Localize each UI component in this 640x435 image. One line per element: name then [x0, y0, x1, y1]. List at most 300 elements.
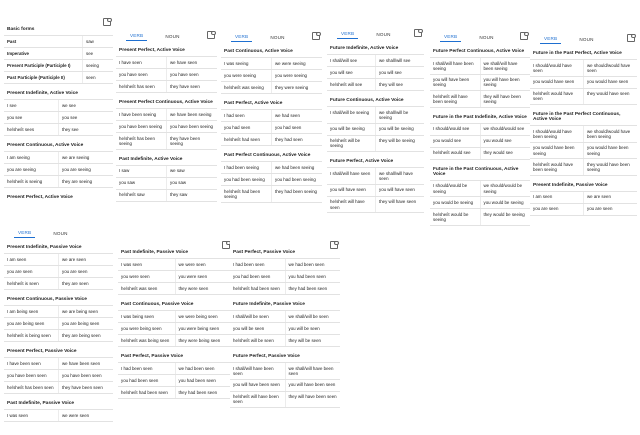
form-right: you would have been seeing — [583, 143, 637, 159]
table-row — [221, 109, 322, 121]
form-left: he/she/it has been seeing — [119, 135, 155, 146]
form-right: you had been seen — [175, 375, 233, 386]
form-right: we shall/will see — [375, 55, 424, 66]
conjugation-section — [116, 95, 217, 150]
table-row — [116, 108, 217, 120]
tab-verb[interactable]: VERB — [14, 230, 35, 238]
table-row — [430, 196, 530, 208]
table-row — [230, 270, 340, 282]
section-title: Past Perfect, Active Voice — [224, 101, 283, 106]
tab-bar — [116, 27, 217, 41]
table-row — [221, 81, 322, 94]
table-row — [230, 322, 340, 334]
form-right: we shall/will be seen — [285, 311, 341, 322]
form-right: they had seen — [271, 134, 322, 145]
tab-verb[interactable]: VERB — [540, 36, 561, 44]
form-right: they are being seen — [58, 330, 113, 341]
form-left: you were being seen — [121, 325, 162, 331]
section-title: Future Perfect, Active Voice — [330, 159, 394, 165]
form-left: I am being seen — [7, 308, 39, 314]
form-right: you have been seeing — [166, 121, 217, 132]
panel-1 — [4, 14, 113, 210]
section-title: Future Perfect, Passive Voice — [233, 354, 300, 359]
form-left: Past Participle (Participle II) — [7, 74, 65, 80]
section-title: Past Perfect, Passive Voice — [121, 354, 184, 359]
form-right: they would see — [480, 148, 531, 159]
form-left: he/she/it will have seen — [330, 199, 365, 210]
pin-icon[interactable] — [207, 31, 215, 39]
section-title: Present Indefinite, Passive Voice — [533, 182, 608, 188]
form-right: see — [82, 48, 113, 59]
form-right: they would be seeing — [480, 209, 531, 225]
form-left: he/she/it will be seeing — [330, 138, 361, 149]
section-title: Past Continuous, Active Voice — [224, 49, 293, 54]
form-left: you were seeing — [224, 72, 256, 78]
form-right: they will have been seeing — [480, 91, 531, 107]
conjugation-section — [4, 396, 113, 422]
form-right: they have seen — [166, 81, 217, 92]
form-left: he/she/it will have been seeing — [433, 93, 468, 104]
conjugation-section — [230, 349, 340, 408]
form-left: he/she/it is seen — [7, 280, 39, 286]
table-row — [4, 163, 113, 175]
conjugation-section — [430, 162, 530, 226]
table-row — [4, 265, 113, 277]
table-row — [530, 125, 637, 142]
form-left: he/she/it will be seen — [233, 337, 274, 343]
table-row — [116, 177, 217, 189]
tab-bar — [430, 28, 530, 42]
form-right: we should/would have been seeing — [583, 126, 637, 142]
form-left: you had seen — [224, 124, 251, 130]
form-right: you saw — [166, 178, 217, 189]
section-title: Past Indefinite, Passive Voice — [7, 401, 75, 406]
form-left: he/she/it had seen — [224, 136, 260, 142]
table-row — [4, 175, 113, 188]
table-row — [430, 208, 530, 226]
form-left: you had been seeing — [224, 176, 265, 182]
panel-4 — [327, 25, 424, 215]
form-left: Past — [7, 38, 17, 44]
conjugation-section — [4, 344, 113, 394]
form-left: I shall/will have been seen — [233, 365, 274, 376]
section-title: Present Indefinite, Active Voice — [7, 91, 78, 96]
form-left: you will be seen — [233, 325, 265, 331]
pin-icon[interactable] — [414, 29, 422, 37]
form-right: we see — [58, 100, 113, 111]
table-row — [118, 322, 232, 334]
conjugation-section — [530, 178, 637, 216]
section-title: Future in the Past Continuous, Active Voice — [433, 166, 519, 177]
tab-noun[interactable]: NOUN — [165, 34, 180, 39]
table-row — [230, 334, 340, 347]
form-right: we have been seen — [58, 358, 113, 369]
section-title: Present Continuous, Active Voice — [7, 143, 84, 148]
section-title: Present Perfect, Active Voice — [119, 48, 185, 53]
table-row — [4, 71, 113, 84]
table-row — [116, 56, 217, 68]
form-right: we saw — [166, 166, 217, 177]
pin-icon[interactable] — [103, 18, 111, 26]
section-title: Future Continuous, Active Voice — [330, 98, 404, 103]
table-row — [116, 80, 217, 93]
table-row — [230, 391, 340, 409]
table-row — [530, 59, 637, 76]
form-right: they will see — [375, 79, 424, 90]
conjugation-section — [118, 297, 232, 347]
form-left: I was being seen — [121, 313, 154, 319]
pin-icon[interactable] — [312, 32, 320, 40]
form-right: you have been seen — [58, 370, 113, 381]
panel-6 — [530, 30, 637, 215]
section-title: Basic forms — [7, 27, 35, 32]
form-right: you are seeing — [58, 164, 113, 175]
table-row — [327, 54, 424, 66]
form-right: you were seen — [175, 271, 233, 282]
tab-noun[interactable]: NOUN — [376, 32, 391, 37]
panel-2 — [116, 27, 217, 215]
form-left: you have been seen — [7, 372, 47, 378]
conjugation-section — [116, 152, 217, 202]
table-row — [327, 184, 424, 196]
form-left: you will be seeing — [330, 126, 365, 132]
conjugation-section — [116, 43, 217, 93]
tab-noun[interactable]: NOUN — [579, 37, 594, 42]
table-row — [4, 151, 113, 163]
form-right: you will have seen — [375, 185, 424, 196]
panel-header — [4, 14, 113, 20]
form-right: you are seen — [58, 266, 113, 277]
form-left: I should/would have been seeing — [533, 128, 572, 139]
form-right: we should/would be seeing — [480, 181, 531, 197]
form-right: they had been seen — [175, 387, 233, 398]
form-right: they have been seeing — [166, 133, 217, 149]
table-row — [4, 253, 113, 265]
form-right: you have seen — [166, 69, 217, 80]
table-row — [430, 57, 530, 74]
table-row — [430, 135, 530, 147]
panel-header — [230, 237, 340, 243]
table-row — [327, 135, 424, 153]
conjugation-section — [118, 245, 232, 295]
table-row — [118, 310, 232, 322]
table-row — [4, 357, 113, 369]
form-left: he/she/it is seeing — [7, 178, 43, 184]
table-row — [430, 90, 530, 108]
tab-verb[interactable]: VERB — [337, 31, 358, 39]
form-left: he/she/it would be seeing — [433, 211, 469, 223]
form-left: I was seeing — [224, 60, 249, 66]
form-left: you are being seen — [7, 320, 45, 326]
form-left: you would be seeing — [433, 199, 474, 205]
form-left: I was seen — [121, 261, 142, 267]
section-title: Present Perfect, Active Voice — [7, 195, 73, 200]
form-right: you are seen — [583, 204, 637, 215]
form-left: you will have seen — [330, 187, 366, 193]
table-row — [230, 379, 340, 391]
conjugation-section — [4, 22, 113, 84]
form-left: I see — [7, 102, 17, 108]
form-left: I am seen — [7, 256, 27, 262]
form-right: they would have been seeing — [583, 159, 637, 175]
section-title: Present Continuous, Passive Voice — [7, 297, 87, 302]
form-left: he/she/it will see — [330, 81, 363, 87]
form-right: they see — [58, 124, 113, 135]
form-right: we shall/will have been seen — [285, 363, 341, 379]
tab-bar — [221, 28, 322, 42]
form-right: we were seen — [175, 259, 233, 270]
form-right: we were seen — [58, 410, 113, 421]
form-right: they are seen — [58, 278, 113, 289]
form-left: you will see — [330, 69, 353, 75]
form-left: I should/would see — [433, 126, 470, 132]
form-left: he/she/it would have seen — [533, 91, 574, 102]
conjugation-section — [327, 154, 424, 213]
table-row — [4, 305, 113, 317]
form-right: they saw — [166, 190, 217, 201]
table-row — [118, 258, 232, 270]
form-left: Imperative — [7, 50, 29, 56]
form-right: we are seen — [583, 192, 637, 203]
tab-verb[interactable]: VERB — [231, 34, 252, 42]
form-left: you would have seen — [533, 79, 575, 85]
section-title: Past Indefinite, Passive Voice — [121, 250, 189, 255]
form-left: I shall/will be seeing — [330, 109, 370, 115]
conjugation-section — [430, 44, 530, 108]
conjugation-section — [4, 190, 113, 203]
table-row — [4, 123, 113, 136]
table-row — [230, 258, 340, 270]
table-row — [4, 59, 113, 71]
table-row — [118, 386, 232, 399]
pin-icon[interactable] — [222, 241, 230, 249]
table-row — [327, 66, 424, 78]
form-right: you would have seen — [583, 77, 637, 88]
form-left: I shall/will have seen — [330, 170, 371, 176]
form-right: you are being seen — [58, 318, 113, 329]
form-left: he/she/it had been seen — [233, 285, 280, 291]
table-row — [530, 142, 637, 159]
form-left: I should/would have seen — [533, 62, 572, 73]
form-left: I shall/will have been seeing — [433, 60, 474, 71]
conjugation-section — [221, 44, 322, 94]
pin-icon[interactable] — [627, 34, 635, 42]
form-right: we shall/will be seeing — [375, 107, 424, 123]
form-right: they have been seen — [58, 382, 113, 393]
form-right: you had been seen — [285, 271, 341, 282]
tab-verb[interactable]: VERB — [126, 33, 147, 41]
form-left: you were seen — [121, 273, 150, 279]
form-right: we are seen — [58, 254, 113, 265]
form-right: they will have been seen — [285, 392, 341, 408]
form-right: we are seeing — [58, 152, 113, 163]
conjugation-section — [327, 93, 424, 152]
conjugation-section — [430, 110, 530, 160]
conjugation-section — [530, 107, 637, 176]
tab-noun[interactable]: NOUN — [479, 35, 494, 40]
form-left: I should/would be seeing — [433, 183, 468, 194]
form-right: they were being seen — [175, 335, 233, 346]
form-right: we have seen — [166, 57, 217, 68]
section-title: Past Indefinite, Active Voice — [119, 156, 183, 162]
form-left: Present Participle (Participle I) — [7, 62, 71, 68]
form-right: you will be seeing — [375, 124, 424, 135]
table-row — [327, 123, 424, 135]
form-left: he/she/it saw — [119, 192, 145, 198]
form-right: you were being seen — [175, 323, 233, 334]
table-row — [4, 99, 113, 111]
section-title: Future Indefinite, Passive Voice — [233, 302, 305, 307]
form-left: I am seeing — [7, 154, 30, 160]
form-left: I shall/will see — [330, 57, 358, 63]
form-right: you would see — [480, 136, 531, 147]
table-row — [116, 120, 217, 132]
form-left: you would have been seeing — [533, 145, 575, 156]
section-title: Future in the Past Perfect, Active Voice — [533, 51, 622, 56]
table-row — [221, 173, 322, 185]
table-row — [230, 362, 340, 379]
form-left: I shall/will be seen — [233, 313, 269, 319]
table-row — [230, 282, 340, 295]
conjugation-section — [4, 240, 113, 290]
table-row — [4, 329, 113, 342]
table-row — [4, 409, 113, 422]
table-row — [221, 133, 322, 146]
form-left: I had been seen — [121, 365, 153, 371]
form-right: we shall/will have been seeing — [480, 58, 531, 74]
table-row — [221, 185, 322, 203]
table-row — [118, 362, 232, 374]
pin-icon[interactable] — [330, 241, 338, 249]
form-right: we have been seeing — [166, 109, 217, 120]
form-left: you saw — [119, 180, 136, 186]
table-row — [221, 57, 322, 69]
table-row — [4, 35, 113, 47]
form-left: you had been seen — [233, 273, 271, 279]
table-row — [230, 310, 340, 322]
table-row — [530, 191, 637, 203]
table-row — [430, 180, 530, 197]
section-title: Present Perfect Continuous, Active Voice — [119, 100, 213, 105]
table-row — [116, 68, 217, 80]
form-right: they are seeing — [58, 176, 113, 187]
conjugation-section — [230, 297, 340, 347]
form-right: we had seen — [271, 110, 322, 121]
table-row — [118, 270, 232, 282]
form-left: I am seen — [533, 194, 553, 200]
table-row — [118, 282, 232, 295]
panel-5 — [430, 28, 530, 223]
form-left: he/she/it was seen — [121, 285, 158, 291]
form-left: you will have been seen — [233, 382, 280, 388]
table-row — [221, 121, 322, 133]
pin-icon[interactable] — [520, 32, 528, 40]
tab-bar — [4, 224, 113, 238]
conjugation-section — [4, 86, 113, 136]
conjugation-section — [530, 46, 637, 105]
table-row — [4, 369, 113, 381]
panel-3 — [221, 28, 322, 213]
form-left: you are seen — [533, 206, 559, 212]
panel-7 — [4, 224, 113, 432]
form-right: seeing — [82, 60, 113, 71]
form-right: they will be seen — [285, 335, 341, 346]
table-row — [430, 147, 530, 160]
form-left: he/she/it was being seen — [121, 337, 170, 343]
table-row — [327, 167, 424, 184]
panel-9 — [230, 237, 340, 427]
panel-8 — [118, 237, 232, 415]
form-right: you will have been seen — [285, 380, 341, 391]
tab-noun[interactable]: NOUN — [270, 35, 285, 40]
tab-verb[interactable]: VERB — [440, 34, 461, 42]
table-row — [327, 106, 424, 123]
form-left: you have seen — [119, 71, 148, 77]
form-left: you have been seeing — [119, 123, 162, 129]
table-row — [4, 317, 113, 329]
form-right: we had been seen — [285, 259, 341, 270]
section-title: Present Indefinite, Passive Voice — [7, 245, 82, 250]
table-row — [4, 277, 113, 290]
form-left: he/she/it had been seeing — [224, 188, 261, 199]
table-row — [530, 76, 637, 88]
form-right: we should/would have seen — [583, 60, 637, 76]
form-right: they will have seen — [375, 197, 424, 213]
conjugation-section — [4, 138, 113, 188]
form-left: I have seen — [119, 59, 142, 65]
form-left: he/she/it will have been seen — [233, 394, 279, 405]
section-title: Future Perfect Continuous, Active Voice — [433, 49, 525, 54]
table-row — [221, 161, 322, 173]
form-left: he/she/it had been seen — [121, 389, 168, 395]
form-right: we were seeing — [271, 58, 322, 69]
form-left: I had been seen — [233, 261, 265, 267]
section-title: Present Perfect, Passive Voice — [7, 349, 77, 354]
table-row — [118, 334, 232, 347]
form-right: we are being seen — [58, 306, 113, 317]
table-row — [430, 74, 530, 91]
form-left: he/she/it would see — [433, 150, 471, 156]
form-right: you will have been seeing — [480, 75, 531, 91]
tab-noun[interactable]: NOUN — [53, 231, 68, 236]
section-title: Future Indefinite, Active Voice — [330, 46, 399, 51]
form-right: saw — [82, 36, 113, 47]
form-left: I have been seeing — [119, 111, 157, 117]
tab-bar — [327, 25, 424, 39]
section-title: Past Perfect Continuous, Active Voice — [224, 153, 311, 158]
form-right: you had been seeing — [271, 174, 322, 185]
table-row — [530, 203, 637, 216]
form-left: I was seen — [7, 412, 28, 418]
form-right: we had been seen — [175, 363, 233, 374]
form-right: seen — [82, 72, 113, 83]
section-title: Past Continuous, Passive Voice — [121, 302, 194, 307]
table-row — [116, 132, 217, 150]
form-left: you are seen — [7, 268, 33, 274]
form-left: I had seen — [224, 112, 245, 118]
table-row — [116, 189, 217, 202]
form-left: he/she/it sees — [7, 126, 35, 132]
table-row — [221, 69, 322, 81]
tab-bar — [530, 30, 637, 44]
form-left: I have been seen — [7, 360, 41, 366]
conjugation-section — [4, 292, 113, 342]
section-title: Future in the Past Perfect Continuous, Active Voice — [533, 112, 621, 123]
form-left: you are seeing — [7, 166, 36, 172]
form-left: you had been seen — [121, 377, 159, 383]
conjugation-section — [118, 349, 232, 399]
form-right: they will be seeing — [375, 136, 424, 152]
